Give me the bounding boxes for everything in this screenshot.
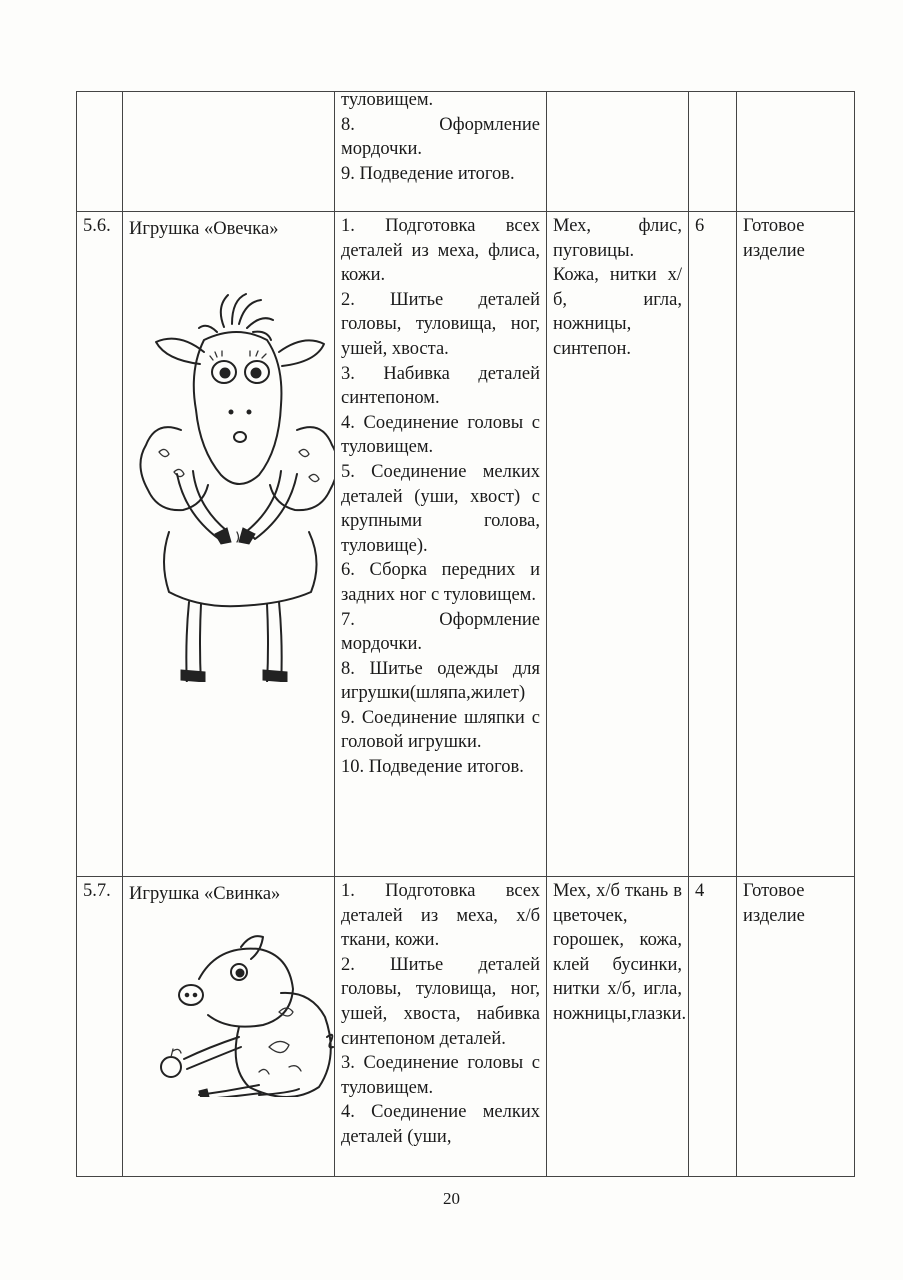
step-item: 4. Соединение мелких деталей (уши, [341, 1102, 540, 1147]
step-item: 1. Подготовка всех деталей из меха, х/б ткани, кожи. [341, 881, 540, 951]
step-item: 2. Шитье деталей головы, туловища, ног, ушей, хвоста, набивка синтепоном деталей. [341, 954, 540, 1049]
step-item: 4. Соединение головы с туловищем. [341, 412, 540, 458]
cell-materials [547, 92, 689, 212]
step-item: 6. Сборка передних и задних ног с туловищем. [341, 560, 540, 605]
cell-steps [335, 92, 547, 212]
toy-title: Игрушка «Овечка» [129, 219, 279, 239]
row-number: 5.6. [77, 212, 123, 877]
step-item: туловищем. [341, 91, 434, 110]
row-number: 5.7. [77, 877, 123, 1177]
cell-steps [335, 877, 547, 1177]
cell-topic [123, 212, 335, 877]
step-item: 1. Подготовка всех деталей из меха, флиса, кожи. [341, 216, 540, 286]
step-item: 3. Соединение головы с туловищем. [341, 1053, 540, 1098]
page-number: 20 [443, 1189, 460, 1208]
cell-materials: Мех, флис, пуговицы. Кожа, нитки х/б, игла, ножницы, синтепон. [547, 212, 689, 877]
cell-hours: 6 [689, 212, 737, 877]
sheep-drawing [129, 252, 328, 690]
step-item: 8. Оформление мордочки. [341, 114, 540, 160]
step-item: 2. Шитье деталей головы, туловища, ног, ушей, хвоста. [341, 289, 540, 359]
step-item: 9. Соединение шляпки с головой игрушки. [341, 707, 540, 753]
lesson-plan-table [76, 91, 855, 1177]
cell-result: Готовое изделие [737, 212, 855, 877]
cell-number [77, 92, 123, 212]
step-item: 3. Набивка деталей синтепоном. [341, 363, 540, 409]
step-item: 8. Шитье одежды для игрушки(шляпа,жилет) [341, 658, 540, 704]
step-item: 7. Оформление мордочки. [341, 609, 540, 655]
step-item: 9. Подведение итогов. [341, 163, 515, 184]
table-row-continuation [77, 92, 855, 212]
cell-result [737, 92, 855, 212]
cell-steps [335, 212, 547, 877]
cell-topic [123, 877, 335, 1177]
cell-hours [689, 92, 737, 212]
cell-hours: 4 [689, 877, 737, 1177]
step-item: 10. Подведение итогов. [341, 757, 524, 778]
cell-topic [123, 92, 335, 212]
table-row [77, 877, 855, 1177]
cell-materials: Мех, х/б ткань в цветочек, горошек, кожа, клей бусинки, нитки х/б, игла, ножницы,глазки. [547, 877, 689, 1177]
pig-drawing [129, 917, 328, 1105]
table-row [77, 212, 855, 877]
cell-result: Готовое изделие [737, 877, 855, 1177]
step-item: 5. Соединение мелких деталей (уши, хвост) с крупными голова, туловище). [341, 461, 540, 556]
toy-title: Игрушка «Свинка» [129, 884, 281, 904]
